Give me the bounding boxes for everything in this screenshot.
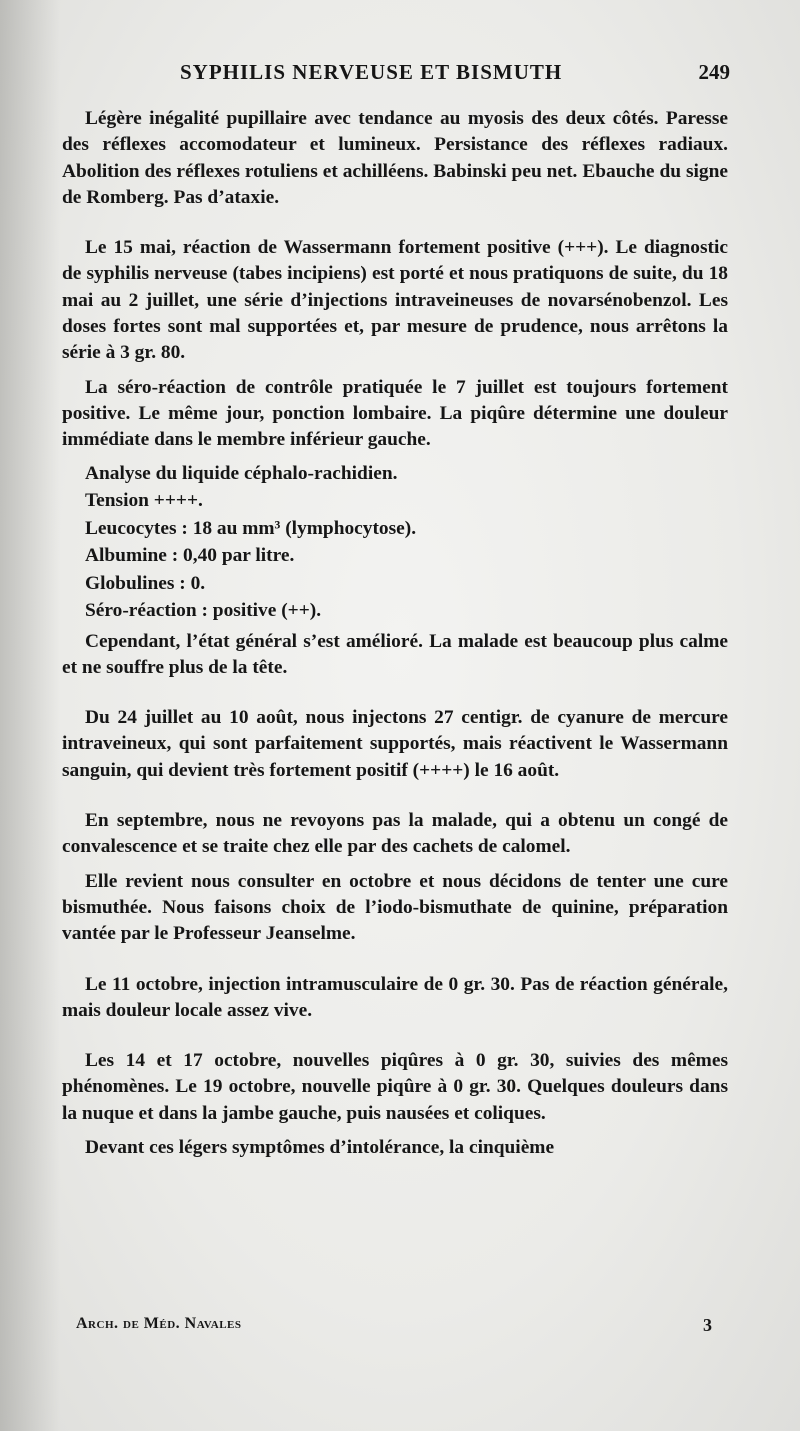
signature-mark: 3 xyxy=(703,1315,712,1335)
csf-albumine: Albumine : 0,40 par litre. xyxy=(85,545,295,567)
body-text xyxy=(62,106,728,1161)
paragraph-clinical-signs: Légère inégalité pupillaire avec tendance au myosis des deux côtés. Paresse des réflexes accomodateur et lumineux. Persistance des réflexes radiaux. Abolition des réflexes rotuliens et achilléens. Babinski peu net. Ebauche du signe de Romberg. Pas d’ataxie. xyxy=(62,108,728,208)
paragraph-september: En septembre, nous ne revoyons pas la malade, qui a obtenu un congé de convalescence et se traite chez elle par des cachets de calomel. xyxy=(62,810,728,858)
csf-globulines: Globulines : 0. xyxy=(85,572,206,594)
csf-sero-reaction: Séro-réaction : positive (++). xyxy=(85,600,322,622)
paragraph-improvement: Cependant, l’état général s’est amélioré. La malade est beaucoup plus calme et ne souffre plus de la tête. xyxy=(62,630,728,678)
csf-tension: Tension ++++. xyxy=(85,490,203,512)
paragraph-oct-11-injection: Le 11 octobre, injection intramusculaire de 0 gr. 30. Pas de réaction générale, mais douleur locale assez vive. xyxy=(62,973,728,1021)
paragraph-intolerance: Devant ces légers symptômes d’intolérance, la cinquième xyxy=(85,1137,555,1159)
paragraph-mercury-cyanide: Du 24 juillet au 10 août, nous injectons 27 centigr. de cyanure de mercure intraveineux, qui sont parfaitement supportés, mais réactivent le Wassermann sanguin, qui devient très fortement positif (++++) le 16 août. xyxy=(62,707,728,781)
page-footer xyxy=(76,1315,712,1341)
csf-analysis-title: Analyse du liquide céphalo-rachidien. xyxy=(85,462,398,484)
paragraph-lumbar-puncture: La séro-réaction de contrôle pratiquée le 7 juillet est toujours fortement positive. Le même jour, ponction lombaire. La piqûre détermine une douleur immédiate dans le membre inférieur gauche. xyxy=(62,376,728,451)
page-number: 249 xyxy=(698,60,730,84)
page-header xyxy=(80,60,730,90)
paragraph-oct-14-17-injections: Les 14 et 17 octobre, nouvelles piqûres à 0 gr. 30, suivies des mêmes phénomènes. Le 19 octobre, nouvelle piqûre à 0 gr. 30. Quelques douleurs dans la nuque et dans la jambe gauche, puis nausées et coliques. xyxy=(62,1050,728,1124)
paragraph-october-bismuth: Elle revient nous consulter en octobre et nous décidons de tenter une cure bismuthée. Nous faisons choix de l’iodo-bismuthate de quinine, préparation vantée par le Professeur Jeanselme. xyxy=(62,870,728,945)
running-title: SYPHILIS NERVEUSE ET BISMUTH xyxy=(180,60,563,84)
csf-leucocytes: Leucocytes : 18 au mm³ (lymphocytose). xyxy=(85,517,417,539)
csf-analysis xyxy=(62,460,728,625)
journal-name: Arch. de Méd. Navales xyxy=(76,1315,242,1332)
paragraph-wassermann-may: Le 15 mai, réaction de Wassermann fortement positive (+++). Le diagnostic de syphilis nerveuse (tabes incipiens) est porté et nous pratiquons de suite, du 18 mai au 2 juillet, une série d’injections intraveineuses de novarsénobenzol. Les doses fortes sont mal supportées et, par mesure de prudence, nous arrêtons la série à 3 gr. 80. xyxy=(62,237,728,364)
